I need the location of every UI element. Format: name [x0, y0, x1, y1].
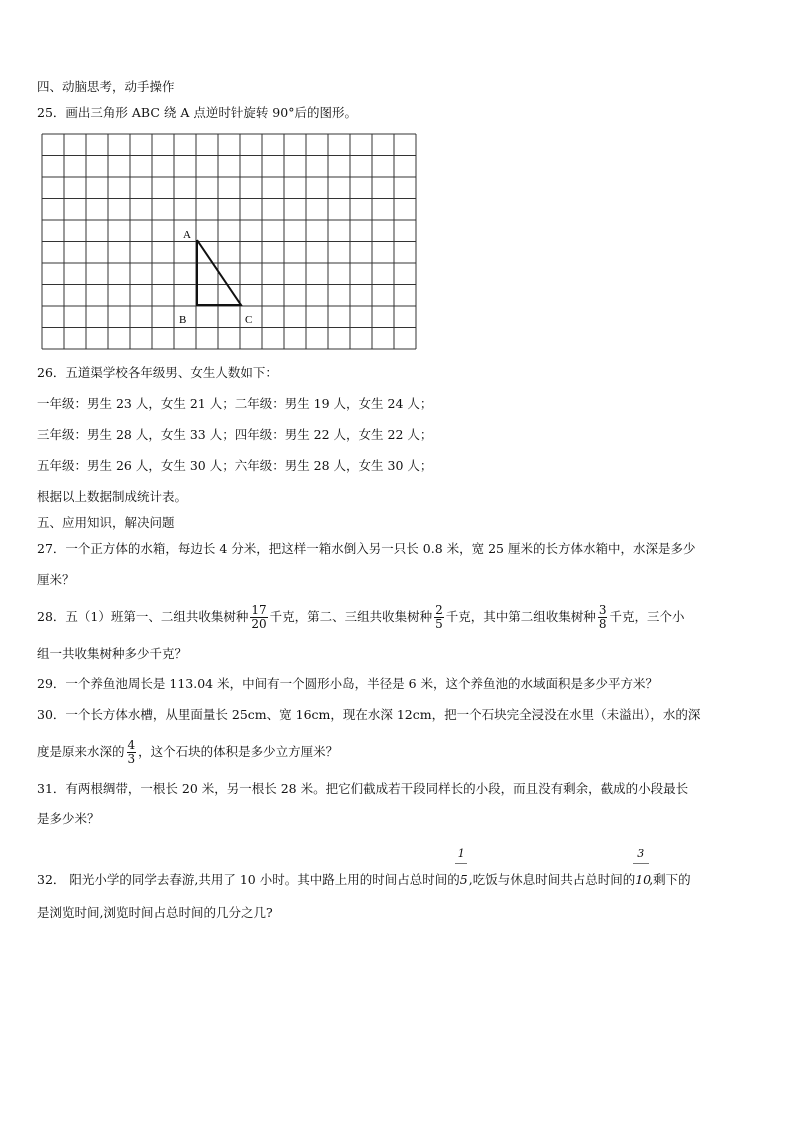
fraction-1-5: $\frac{1}{5}$ [460, 872, 469, 888]
question-26-line-3: 五年级：男生 26 人，女生 30 人；六年级：男生 28 人，女生 30 人； [37, 458, 433, 473]
question-27-line-1: 27．一个正方体的水箱，每边长 4 分米，把这样一箱水倒入另一只长 0.8 米，宽 25 厘米的长方体水箱中，水深是多少 [37, 541, 696, 556]
fraction-3-10: $\frac{3}{10}$ [635, 847, 652, 887]
question-29: 29．一个养鱼池周长是 113.04 米，中间有一个圆形小岛，半径是 6 米，这个养鱼池的水域面积是多少平方米？ [37, 676, 658, 691]
section-4-title: 四、动脑思考，动手操作 [37, 79, 175, 94]
label-b: B [179, 314, 187, 326]
fraction-2-5: $\frac{2}{5}$ [435, 603, 443, 631]
question-32-line-2: 是浏览时间,浏览时间占总时间的几分之几? [37, 905, 273, 920]
question-28-line-2: 组一共收集树种多少千克？ [37, 646, 188, 661]
q28-part2: 千克，第二、三组共收集树种 [269, 609, 433, 624]
question-25: 25．画出三角形 ABC 绕 A 点逆时针旋转 90°后的图形。 [37, 105, 357, 120]
q32-part3: ,剩下的 [649, 872, 691, 887]
question-26-outro: 根据以上数据制成统计表。 [37, 489, 188, 504]
section-5-title: 五、应用知识，解决问题 [37, 515, 175, 530]
q30-part2: ，这个石块的体积是多少立方厘米？ [138, 744, 339, 759]
fraction-3-8: $\frac{3}{8}$ [598, 603, 607, 631]
q28-part3: 千克，其中第二组收集树种 [445, 609, 596, 624]
question-32-line-1 [37, 847, 764, 888]
grid-lines [42, 134, 416, 349]
question-31-line-2: 是多少米？ [37, 811, 100, 826]
question-28-line-1 [37, 600, 764, 634]
q30-part1: 度是原来水深的 [37, 744, 125, 759]
q28-part4: 千克，三个小 [609, 609, 685, 624]
question-31-line-1: 31．有两根绸带，一根长 20 米，另一根长 28 米。把它们截成若干段同样长的小段，而且没有剩余，截成的小段最长 [37, 781, 689, 796]
q28-part1: 28．五（1）班第一、二组共收集树种 [37, 609, 249, 624]
label-c: C [245, 314, 253, 326]
q32-part2: ,吃饭与休息时间共占总时间的 [468, 872, 636, 887]
question-26-intro: 26．五道渠学校各年级男、女生人数如下： [37, 365, 278, 380]
q32-part1: 32． 阳光小学的同学去春游,共用了 10 小时。其中路上用的时间占总时间的 [37, 872, 460, 887]
fraction-17-20: $\frac{17}{20}$ [251, 603, 267, 631]
fraction-4-3: $\frac{4}{3}$ [127, 738, 136, 766]
question-26-line-1: 一年级：男生 23 人，女生 21 人；二年级：男生 19 人，女生 24 人； [37, 396, 433, 411]
question-30-line-1: 30．一个长方体水槽，从里面量长 25cm、宽 16cm，现在水深 12cm，把一个石块完全浸没在水里（未溢出），水的深 [37, 707, 701, 722]
question-27-line-2: 厘米？ [37, 572, 75, 587]
question-26-line-2: 三年级：男生 28 人，女生 33 人；四年级：男生 22 人，女生 22 人； [37, 427, 433, 442]
question-30-line-2 [37, 735, 764, 769]
triangle-abc [197, 240, 241, 305]
grid-svg [41, 133, 419, 351]
label-a: A [183, 229, 191, 241]
grid-figure [41, 133, 419, 355]
